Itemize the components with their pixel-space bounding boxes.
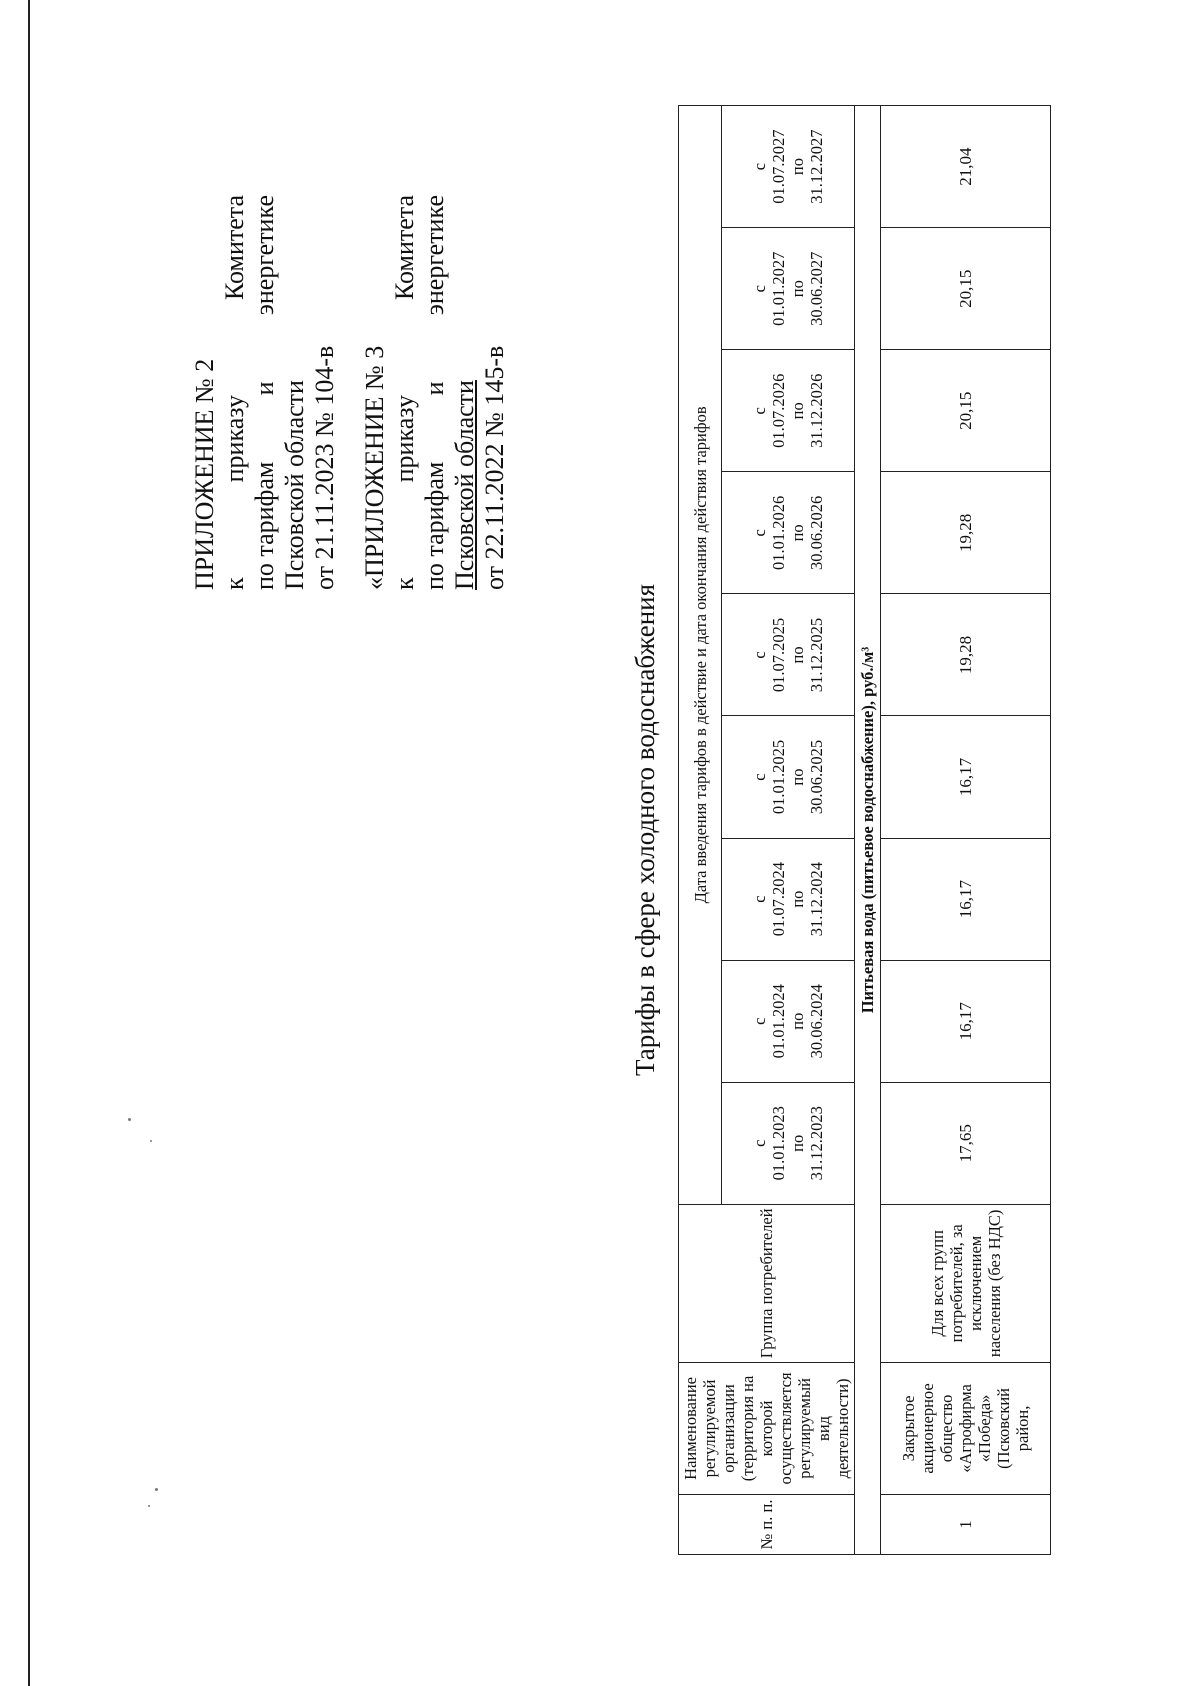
period-end: 30.06.2024	[807, 984, 827, 1059]
period-to: по	[788, 524, 808, 542]
period-end: 31.12.2023	[807, 1106, 827, 1181]
period-header	[722, 472, 855, 594]
appendix-date: от 22.11.2022 № 145-в	[480, 345, 509, 590]
period-header	[722, 716, 855, 838]
period-to: по	[788, 768, 808, 786]
period-from: с	[750, 651, 770, 659]
period-to: по	[788, 280, 808, 298]
period-end: 31.12.2024	[807, 861, 827, 937]
period-from: с	[750, 407, 770, 415]
rotated-document	[40, 50, 1140, 1610]
tariff-value: 16,17	[881, 838, 1051, 960]
appendix-region: Псковской области	[280, 380, 309, 590]
tariff-value: 16,17	[881, 716, 1051, 838]
period-end: 31.12.2026	[807, 373, 827, 448]
period-header	[722, 228, 855, 350]
header-organization: Наименование регулируемой организации (территория на которой осуществляется регулируемый вид деятельности)	[679, 1362, 855, 1494]
period-start: 01.01.2025	[769, 739, 789, 815]
period-end: 30.06.2026	[807, 495, 827, 570]
period-header	[722, 350, 855, 472]
period-header	[722, 1082, 855, 1204]
period-to: по	[788, 402, 808, 420]
appendix-title: «ПРИЛОЖЕНИЕ № 3	[360, 345, 389, 590]
period-header	[722, 594, 855, 716]
period-start: 01.01.2024	[769, 984, 789, 1059]
period-start: 01.07.2026	[769, 373, 789, 448]
table-header-row	[679, 106, 722, 1555]
appendix-previous	[360, 195, 510, 590]
period-start: 01.01.2026	[769, 495, 789, 570]
period-from: с	[750, 773, 770, 781]
tariff-value: 17,65	[881, 1082, 1051, 1204]
row-number: 1	[881, 1494, 1051, 1554]
period-from: с	[750, 162, 770, 171]
tariff-value: 16,17	[881, 960, 1051, 1082]
period-header	[722, 106, 855, 228]
appendix-order-line: к приказу Комитета	[220, 195, 249, 590]
header-dates: Дата введения тарифов в действие и дата окончания действия тарифов	[679, 106, 722, 1205]
tariff-value: 21,04	[881, 106, 1051, 228]
appendix-region: Псковской области	[450, 380, 479, 590]
appendix-current	[190, 195, 340, 590]
tariff-table	[678, 105, 1051, 1555]
period-end: 30.06.2025	[807, 739, 827, 815]
period-end: 31.12.2027	[807, 129, 827, 204]
period-start: 01.01.2023	[769, 1106, 789, 1181]
document-title: Тарифы в сфере холодного водоснабжения	[630, 583, 660, 1077]
header-consumer-group: Группа потребителей	[679, 1204, 855, 1362]
header-number: № п. п.	[679, 1494, 855, 1554]
appendix-order-line: к приказу Комитета	[390, 195, 419, 590]
table-section-row	[855, 106, 881, 1555]
period-header	[722, 838, 855, 960]
period-from: с	[750, 1017, 770, 1025]
period-start: 01.07.2025	[769, 617, 789, 693]
appendix-date: от 21.11.2023 № 104-в	[310, 345, 339, 590]
period-start: 01.01.2027	[769, 251, 789, 326]
section-title: Питьевая вода (питьевое водоснабжение), руб./м³	[855, 106, 881, 1555]
period-end: 30.06.2027	[807, 251, 827, 326]
appendix-committee-line: по тарифам и энергетике	[250, 195, 279, 590]
appendix-committee-line: по тарифам и энергетике	[420, 195, 449, 590]
period-from: с	[750, 285, 770, 293]
period-from: с	[750, 529, 770, 537]
tariff-value: 20,15	[881, 228, 1051, 350]
period-to: по	[788, 158, 808, 176]
period-to: по	[788, 646, 808, 664]
period-end: 31.12.2025	[807, 617, 827, 693]
period-to: по	[788, 890, 808, 908]
row-organization: Закрытое акционерное общество «Агрофирма «Победа» (Псковский район,	[881, 1362, 1051, 1494]
tariff-value: 20,15	[881, 350, 1051, 472]
tariff-value: 19,28	[881, 472, 1051, 594]
period-to: по	[788, 1012, 808, 1030]
period-to: по	[788, 1134, 808, 1152]
appendix-title: ПРИЛОЖЕНИЕ № 2	[190, 358, 219, 590]
period-from: с	[750, 1139, 770, 1147]
period-start: 01.07.2024	[769, 861, 789, 937]
page-border-line	[28, 0, 30, 1686]
tariff-value: 19,28	[881, 594, 1051, 716]
period-start: 01.07.2027	[769, 129, 789, 204]
table-row	[881, 106, 1051, 1555]
row-consumer-group: Для всех групп потребителей, за исключением населения (без НДС)	[881, 1204, 1051, 1362]
period-from: с	[750, 895, 770, 903]
period-header	[722, 960, 855, 1082]
